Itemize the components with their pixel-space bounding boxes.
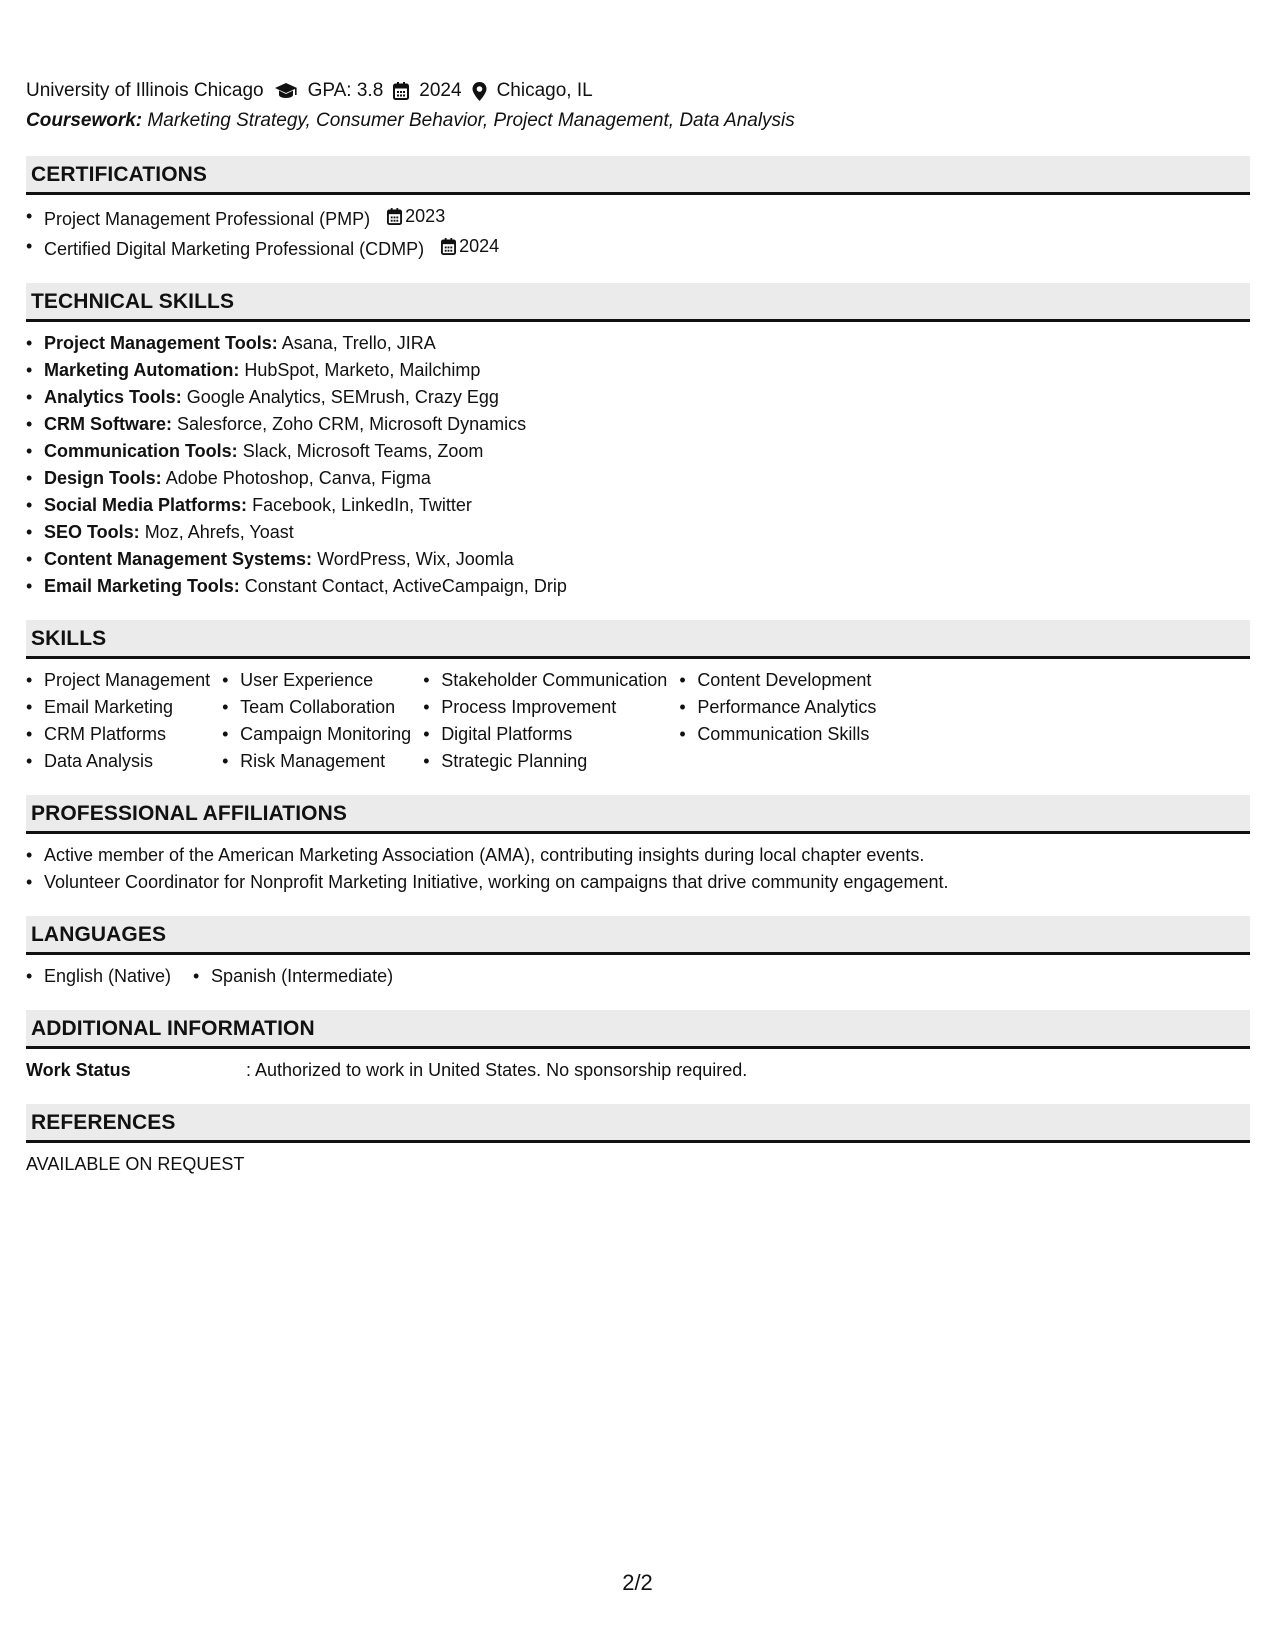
skill-category: Design Tools: — [44, 468, 162, 488]
list-item — [26, 411, 1250, 438]
skill-values: Asana, Trello, JIRA — [281, 333, 436, 353]
list-item: • Email Marketing — [26, 694, 210, 721]
map-pin-icon — [472, 82, 487, 101]
list-item: • Digital Platforms — [423, 721, 667, 748]
coursework-list: Marketing Strategy, Consumer Behavior, Project Management, Data Analysis — [147, 110, 795, 131]
list-item: • Stakeholder Communication — [423, 667, 667, 694]
skills-header: SKILLS — [26, 620, 1250, 659]
education-line — [26, 76, 1250, 106]
school-location: Chicago, IL — [496, 80, 593, 101]
references-text: AVAILABLE ON REQUEST — [26, 1154, 245, 1174]
work-status-label: Work Status — [26, 1060, 131, 1080]
list-item: • Active member of the American Marketing Association (AMA), contributing insights during local chapter events. — [26, 842, 1250, 869]
list-item: • User Experience — [222, 667, 411, 694]
languages-list — [26, 955, 1250, 990]
skill-values: Google Analytics, SEMrush, Crazy Egg — [186, 387, 499, 407]
skill-values: HubSpot, Marketo, Mailchimp — [244, 360, 481, 380]
graduation-year: 2024 — [419, 80, 462, 101]
certification-year: 2024 — [459, 236, 500, 256]
list-item: • Performance Analytics — [679, 694, 876, 721]
skill-category: Email Marketing Tools: — [44, 576, 240, 596]
school-name: University of Illinois Chicago — [26, 80, 264, 101]
list-item — [26, 573, 1250, 600]
calendar-icon — [387, 208, 402, 225]
technical-skills-header: TECHNICAL SKILLS — [26, 283, 1250, 322]
skill-category: Communication Tools: — [44, 441, 238, 461]
list-item: • Communication Skills — [679, 721, 876, 748]
skill-category: SEO Tools: — [44, 522, 140, 542]
skills-grid — [26, 659, 1250, 775]
list-item — [26, 233, 1250, 263]
references-header: REFERENCES — [26, 1104, 1250, 1143]
list-item: • Content Development — [679, 667, 876, 694]
skills-column — [26, 667, 210, 775]
graduation-cap-icon — [274, 82, 298, 100]
skill-category: Social Media Platforms: — [44, 495, 248, 515]
skill-category: Content Management Systems: — [44, 549, 313, 569]
certification-date — [441, 233, 499, 260]
list-item — [26, 384, 1250, 411]
certifications-list — [26, 195, 1250, 263]
skill-values: Moz, Ahrefs, Yoast — [144, 522, 294, 542]
list-item: • Project Management — [26, 667, 210, 694]
list-item: • Risk Management — [222, 748, 411, 775]
list-item: • Campaign Monitoring — [222, 721, 411, 748]
list-item: • Data Analysis — [26, 748, 210, 775]
skill-values: WordPress, Wix, Joomla — [317, 549, 514, 569]
list-item: • CRM Platforms — [26, 721, 210, 748]
list-item — [26, 546, 1250, 573]
skills-column — [222, 667, 411, 775]
list-item: • Spanish (Intermediate) — [193, 963, 393, 990]
list-item — [26, 519, 1250, 546]
certification-name: Project Management Professional (PMP) — [44, 209, 371, 229]
work-status-value: : Authorized to work in United States. No sponsorship required. — [246, 1060, 748, 1080]
skill-category: Analytics Tools: — [44, 387, 182, 407]
work-status-row — [26, 1049, 1250, 1084]
list-item: • Process Improvement — [423, 694, 667, 721]
list-item: • Strategic Planning — [423, 748, 667, 775]
skill-values: Constant Contact, ActiveCampaign, Drip — [244, 576, 567, 596]
skill-category: CRM Software: — [44, 414, 173, 434]
skills-column — [679, 667, 876, 775]
resume-page — [26, 76, 1250, 1178]
list-item — [26, 357, 1250, 384]
list-item — [26, 438, 1250, 465]
additional-info-header: ADDITIONAL INFORMATION — [26, 1010, 1250, 1049]
calendar-icon — [441, 238, 456, 255]
list-item: • Team Collaboration — [222, 694, 411, 721]
skill-category: Project Management Tools: — [44, 333, 278, 353]
list-item — [26, 330, 1250, 357]
languages-header: LANGUAGES — [26, 916, 1250, 955]
list-item: • Volunteer Coordinator for Nonprofit Marketing Initiative, working on campaigns that drive community engagement. — [26, 869, 1250, 896]
skill-values: Adobe Photoshop, Canva, Figma — [165, 468, 431, 488]
certification-name: Certified Digital Marketing Professional (CDMP) — [44, 239, 425, 259]
page-number: 2/2 — [622, 1570, 653, 1595]
calendar-icon — [393, 82, 409, 100]
skill-values: Slack, Microsoft Teams, Zoom — [242, 441, 484, 461]
certification-date — [387, 203, 445, 230]
coursework-label: Coursework: — [26, 110, 143, 131]
technical-skills-list — [26, 322, 1250, 600]
coursework — [26, 106, 1250, 136]
certification-year: 2023 — [405, 206, 446, 226]
list-item — [26, 492, 1250, 519]
skills-column — [423, 667, 667, 775]
certifications-header: CERTIFICATIONS — [26, 156, 1250, 195]
gpa: GPA: 3.8 — [307, 80, 384, 101]
skill-category: Marketing Automation: — [44, 360, 240, 380]
list-item: • English (Native) — [26, 963, 171, 990]
list-item — [26, 465, 1250, 492]
affiliations-list — [26, 834, 1250, 896]
affiliations-header: PROFESSIONAL AFFILIATIONS — [26, 795, 1250, 834]
skill-values: Salesforce, Zoho CRM, Microsoft Dynamics — [177, 414, 527, 434]
skill-values: Facebook, LinkedIn, Twitter — [252, 495, 472, 515]
list-item — [26, 203, 1250, 233]
